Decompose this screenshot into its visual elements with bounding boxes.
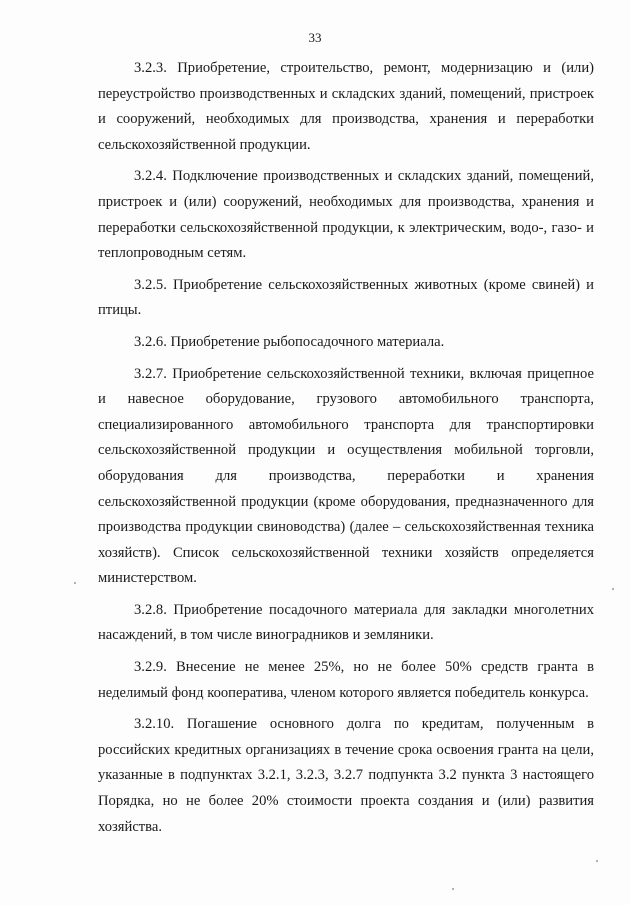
document-body: [98, 56, 594, 846]
scan-artifact: [452, 888, 454, 890]
paragraph-3-2-4: 3.2.4. Подключение производственных и складских зданий, помещений, пристроек и (или) сооружений, необходимых для производства, хранения и переработки сельскохозяйственной продукции, к электрическим, водо-, газо- и теплопроводным сетям.: [98, 168, 594, 262]
scan-artifact: [612, 588, 614, 590]
paragraph-3-2-5: 3.2.5. Приобретение сельскохозяйственных животных (кроме свиней) и птицы.: [98, 276, 594, 319]
paragraph-3-2-7: 3.2.7. Приобретение сельскохозяйственной техники, включая прицепное и навесное оборудование, грузового автомобильного транспорта, специализированного автомобильного транспорта для транспортировки сельскохозяйственной продукции и осуществления мобильной торговли, оборудования для производства, переработки и хранения сельскохозяйственной продукции (кроме оборудования, предназначенного для производства продукции свиноводства) (далее – сельскохозяйственная техника хозяйств). Список сельскохозяйственной техники хозяйств определяется министерством.: [98, 365, 594, 587]
paragraph-3-2-10: 3.2.10. Погашение основного долга по кредитам, полученным в российских кредитных организациях в течение срока освоения гранта на цели, указанные в подпунктах 3.2.1, 3.2.3, 3.2.7 подпункта 3.2 пункта 3 настоящего Порядка, но не более 20% стоимости проекта создания и (или) развития хозяйства.: [98, 716, 594, 835]
paragraph-3-2-9: 3.2.9. Внесение не менее 25%, но не более 50% средств гранта в неделимый фонд кооператива, членом которого является победитель конкурса.: [98, 659, 594, 701]
scan-artifact: [74, 582, 76, 584]
paragraph-3-2-8: 3.2.8. Приобретение посадочного материала для закладки многолетних насаждений, в том числе виноградников и земляники.: [98, 601, 594, 644]
scan-artifact: [596, 860, 598, 862]
paragraph-3-2-3: 3.2.3. Приобретение, строительство, ремонт, модернизацию и (или) переустройство производственных и складских зданий, помещений, пристроек и сооружений, необходимых для производства, хранения и переработки сельскохозяйственной продукции.: [98, 60, 594, 153]
paragraph-3-2-6: 3.2.6. Приобретение рыбопосадочного материала.: [134, 333, 445, 350]
page-number: 33: [308, 30, 322, 45]
